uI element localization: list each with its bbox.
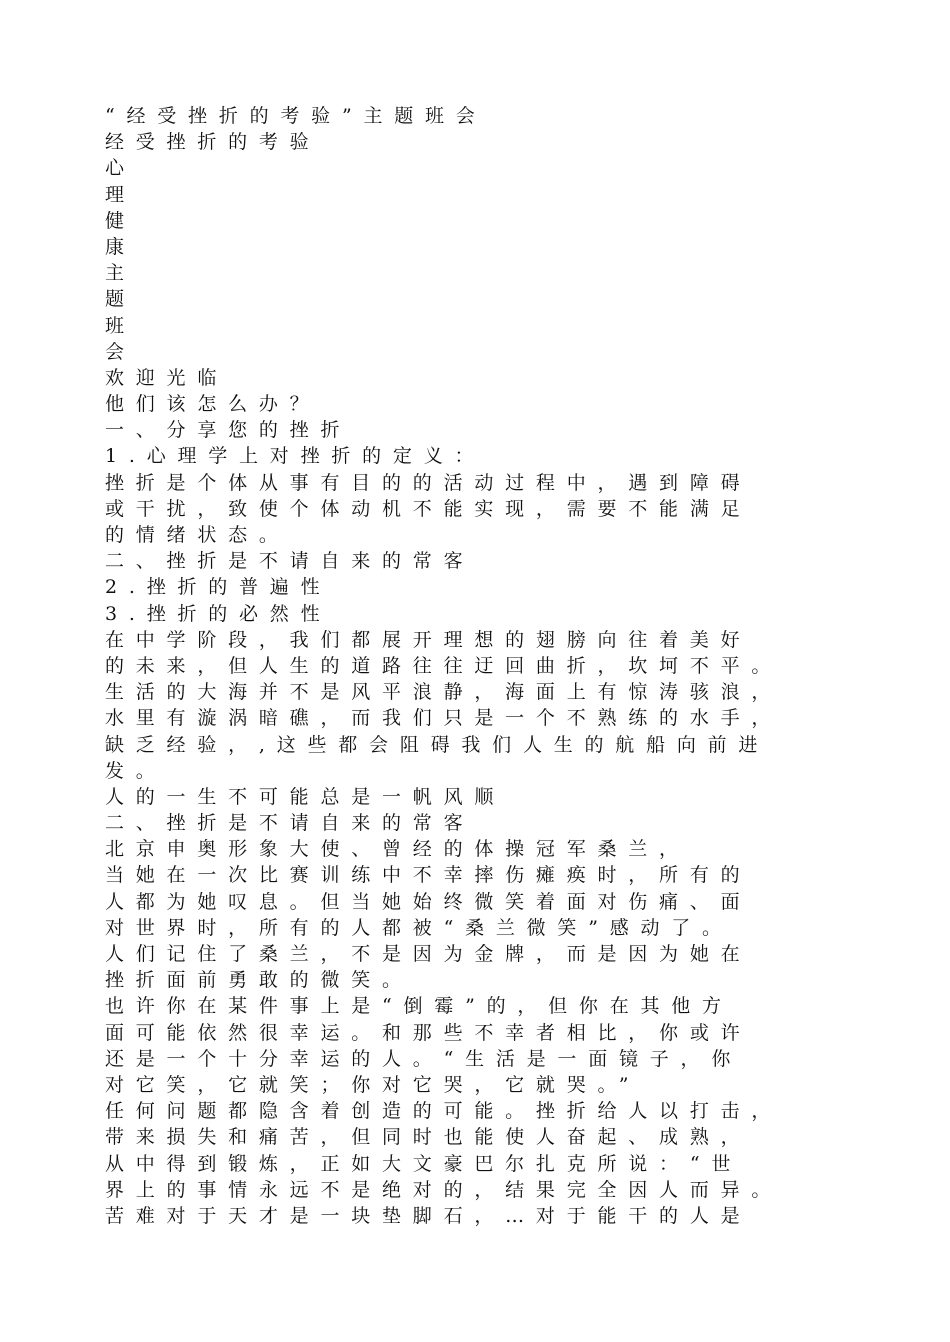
text-line: 对世界时，所有的人都被“桑兰微笑”感动了。 [105,916,733,939]
text-line: 水里有漩涡暗礁，而我们只是一个不熟练的水手， [105,707,783,730]
text-line: 在中学阶段，我们都展开理想的翅膀向往着美好 [105,628,752,651]
vertical-char: 理 [105,183,136,206]
document-body [105,103,925,1229]
text-line: 人们记住了桑兰，不是因为金牌，而是因为她在 [105,943,752,965]
vertical-char: 健 [105,209,136,232]
text-line: 人都为她叹息。但当她始终微笑着面对伤痛、面 [105,890,752,913]
text-line: 人的一生不可能总是一帆风顺 [105,785,506,808]
text-line: 的未来，但人生的道路往往迂回曲折，坎坷不平。 [105,654,783,677]
text-line: 对它笑，它就笑；你对它哭，它就哭。” [105,1073,641,1096]
text-line: 的情绪状态。 [105,524,290,546]
text-line: 还是一个十分幸运的人。“生活是一面镜子，你 [105,1047,743,1070]
text-line: 当她在一次比赛训练中不幸摔伤瘫痪时，所有的 [105,864,752,887]
section-heading: 二、挫折是不请自来的常客 [105,812,475,835]
numbered-heading: 2.挫折的普遍性 [105,576,332,599]
vertical-char: 会 [105,340,136,363]
text-line: 北京申奥形象大使、曾经的体操冠军桑兰， [105,838,690,861]
welcome-line: 欢迎光临 [105,366,229,389]
text-line: 发。 [105,759,167,782]
vertical-char: 主 [105,262,136,285]
text-line: 苦难对于天才是一块垫脚石，…对于能干的人是 [105,1204,752,1227]
text-line: 带来损失和痛苦，但同时也能使人奋起、成熟， [105,1126,752,1149]
numbered-heading: 3.挫折的必然性 [105,602,332,625]
text-line: 任何问题都隐含着创造的可能。挫折给人以打击， [105,1100,783,1123]
question-line: 他们该怎么办？ [105,393,321,416]
text-line: 缺乏经验，,这些都会阻碍我们人生的航船向前进 [105,733,770,756]
doc-subtitle: 经受挫折的考验 [105,131,321,154]
vertical-char: 班 [105,314,136,337]
vertical-char: 题 [105,288,136,311]
doc-title: “经受挫折的考验”主题班会 [105,105,487,127]
text-line: 面可能依然很幸运。和那些不幸者相比，你或许 [105,1021,752,1044]
text-line: 或干扰，致使个体动机不能实现，需要不能满足 [105,497,752,520]
numbered-heading: 1.心理学上对挫折的定义： [105,445,486,468]
section-heading: 一、分享您的挫折 [105,419,352,442]
text-line: 也许你在某件事上是“倒霉”的，但你在其他方 [105,995,733,1018]
vertical-char: 心 [105,157,136,180]
text-line: 界上的事情永远不是绝对的，结果完全因人而异。 [105,1178,783,1201]
text-line: 生活的大海并不是风平浪静，海面上有惊涛骇浪， [105,681,783,704]
text-line: 挫折面前勇敢的微笑。 [105,969,413,992]
section-heading: 二、挫折是不请自来的常客 [105,550,475,573]
vertical-char: 康 [105,235,136,258]
text-line: 从中得到锻炼，正如大文豪巴尔扎克所说：“世 [105,1152,743,1175]
text-line: 挫折是个体从事有目的的活动过程中，遇到障碍 [105,471,752,494]
